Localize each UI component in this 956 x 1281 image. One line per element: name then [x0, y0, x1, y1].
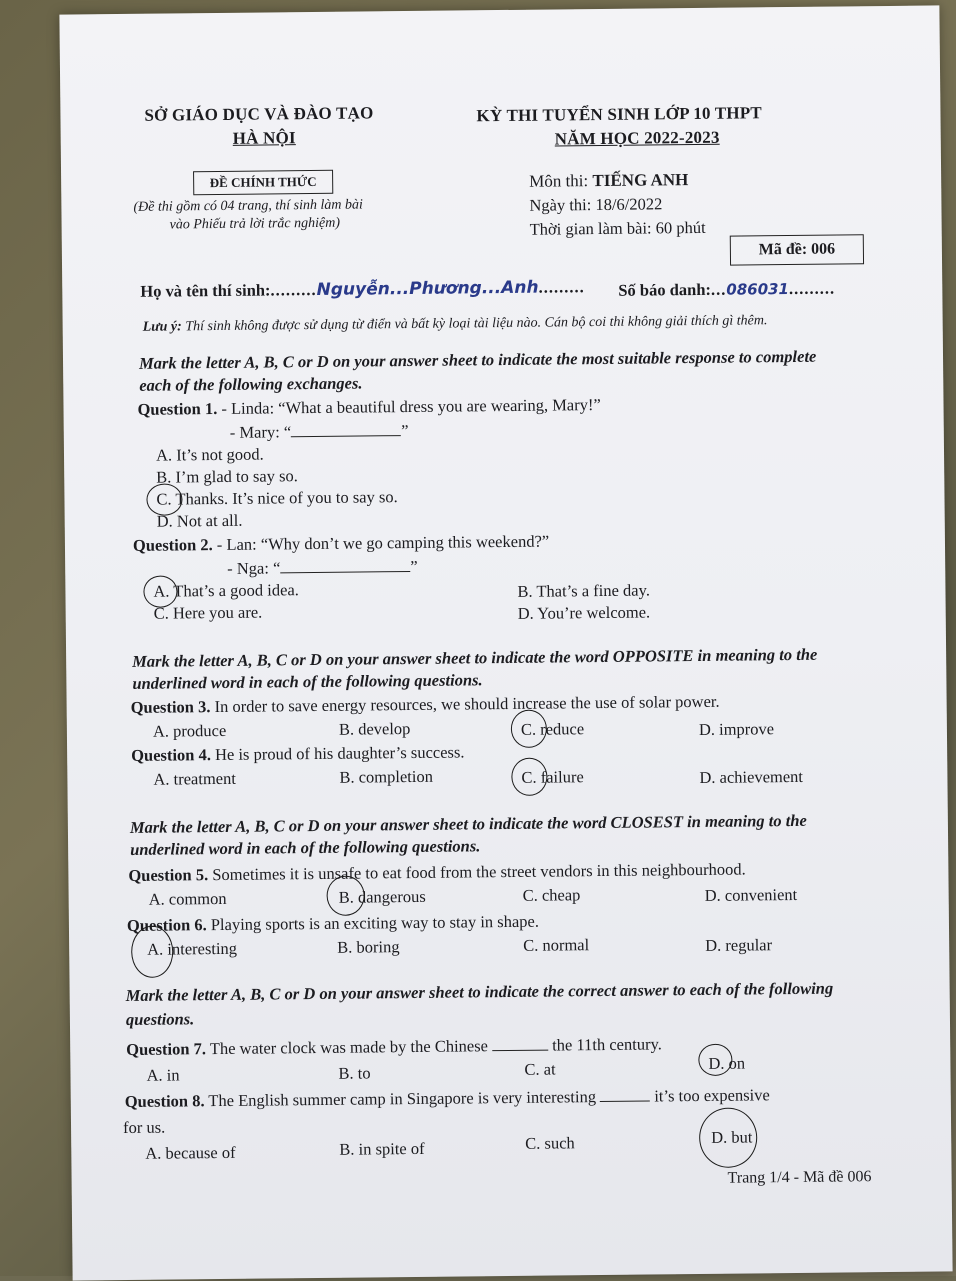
section1-instruction-line2: each of the following exchanges.	[139, 373, 363, 395]
question-8: Question 8. The English summer camp in Singapore is very interesting it’s too expensive	[124, 1085, 770, 1112]
city-name: HÀ NỘI	[232, 128, 296, 148]
student-name-handwritten: Nguyễn...Phương...Anh	[316, 277, 539, 300]
page-footer: Trang 1/4 - Mã đề 006	[727, 1168, 872, 1187]
question-6: Question 6. Playing sports is an exciting way to stay in shape.	[126, 911, 540, 935]
student-id-handwritten: 086031	[726, 280, 790, 299]
question-2: Question 2. - Lan: “Why don’t we go camping this weekend?”	[132, 531, 550, 555]
subject-line: Môn thi: TIẾNG ANH	[529, 170, 689, 191]
question-5-option-d[interactable]: D. convenient	[704, 884, 798, 905]
question-4-option-d[interactable]: D. achievement	[699, 766, 804, 787]
question-6-option-d[interactable]: D. regular	[705, 935, 773, 955]
answer-mark-circle	[143, 575, 177, 607]
section2-instruction-line1: Mark the letter A, B, C or D on your answer sheet to indicate the word OPPOSITE in meaning to the	[132, 644, 818, 671]
section3-instruction-line1: Mark the letter A, B, C or D on your answer sheet to indicate the word CLOSEST in meaning to the	[129, 810, 807, 837]
section4-instruction-line1: Mark the letter A, B, C or D on your answer sheet to indicate the correct answer to each of the following	[125, 978, 834, 1006]
question-1-option-b[interactable]: B. I’m glad to say so.	[156, 466, 298, 487]
question-4-option-a[interactable]: A. treatment	[153, 768, 236, 789]
question-6-option-b[interactable]: B. boring	[337, 937, 400, 957]
official-exam-badge: ĐỀ CHÍNH THỨC	[193, 170, 333, 195]
answer-mark-circle	[511, 710, 547, 748]
question-8-option-a[interactable]: A. because of	[145, 1142, 236, 1163]
question-6-option-c[interactable]: C. normal	[523, 935, 590, 955]
question-5-option-c[interactable]: C. cheap	[522, 885, 581, 905]
page-count-note-line1: (Đề thi gồm có 04 trang, thí sinh làm bài	[133, 197, 363, 215]
question-2-option-d[interactable]: D. You’re welcome.	[517, 602, 651, 623]
question-7-option-b[interactable]: B. to	[338, 1063, 371, 1083]
section3-instruction-line2: underlined word in each of the following questions.	[130, 836, 481, 859]
question-6-option-a[interactable]: A. interesting	[147, 938, 238, 959]
question-1-option-a[interactable]: A. It’s not good.	[155, 444, 264, 465]
student-name-line: Họ và tên thí sinh:.........Nguyễn...Phương...Anh.........	[140, 277, 585, 301]
question-8-option-c[interactable]: C. such	[525, 1133, 575, 1153]
exam-date: Ngày thi: 18/6/2022	[529, 194, 663, 215]
question-1-option-d[interactable]: D. Not at all.	[156, 510, 243, 531]
section4-instruction-line2: questions.	[125, 1009, 195, 1030]
question-7-option-a[interactable]: A. in	[146, 1065, 180, 1085]
question-3-option-a[interactable]: A. produce	[152, 720, 227, 741]
section1-instruction-line1: Mark the letter A, B, C or D on your answer sheet to indicate the most suitable response to complete	[138, 346, 817, 373]
question-2-option-c[interactable]: C. Here you are.	[153, 602, 263, 623]
question-7-option-d[interactable]: D. on	[708, 1053, 746, 1073]
question-1-option-c[interactable]: C. Thanks. It’s nice of you to say so.	[156, 487, 398, 509]
question-8-option-b[interactable]: B. in spite of	[339, 1138, 425, 1159]
answer-mark-circle	[131, 926, 174, 978]
school-year: NĂM HỌC 2022-2023	[554, 127, 720, 149]
question-4: Question 4. He is proud of his daughter’s success.	[131, 742, 465, 765]
department-name: SỞ GIÁO DỤC VÀ ĐÀO TẠO	[144, 103, 374, 125]
question-2-option-a[interactable]: A. That’s a good idea.	[153, 580, 299, 601]
exam-paper	[59, 5, 952, 1280]
question-3: Question 3. In order to save energy resources, we should increase the use of solar power.	[130, 691, 720, 717]
answer-mark-circle	[326, 875, 364, 915]
answer-mark-circle	[698, 1044, 732, 1076]
question-8-option-d[interactable]: D. but	[711, 1127, 753, 1147]
question-7: Question 7. The water clock was made by the Chinese the 11th century.	[126, 1034, 662, 1059]
question-7-option-c[interactable]: C. at	[524, 1059, 556, 1079]
answer-mark-circle	[699, 1107, 758, 1168]
question-8-continuation: for us.	[122, 1117, 166, 1138]
question-4-option-c[interactable]: C. failure	[521, 767, 584, 787]
question-5: Question 5. Sometimes it is unsafe to eat food from the street vendors in this neighbourhood.	[128, 859, 746, 885]
exam-title: KỲ THI TUYỂN SINH LỚP 10 THPT	[476, 103, 762, 126]
question-3-option-d[interactable]: D. improve	[698, 719, 775, 739]
question-2-option-b[interactable]: B. That’s a fine day.	[517, 580, 650, 601]
question-1: Question 1. - Linda: “What a beautiful dress you are wearing, Mary!”	[137, 394, 601, 419]
exam-code-box: Mã đề: 006	[730, 234, 864, 265]
question-5-option-b[interactable]: B. dangerous	[338, 886, 426, 907]
section2-instruction-line2: underlined word in each of the following questions.	[132, 670, 483, 693]
answer-mark-circle	[511, 758, 547, 796]
question-1-reply: - Mary: “ ”	[229, 421, 409, 442]
student-id-line: Số báo danh:...086031.........	[618, 278, 836, 300]
question-2-reply: - Nga: “ ”	[227, 556, 418, 578]
question-4-option-b[interactable]: B. completion	[339, 766, 433, 787]
question-3-option-b[interactable]: B. develop	[338, 719, 411, 739]
question-3-option-c[interactable]: C. reduce	[520, 719, 585, 739]
exam-note: Lưu ý: Thí sinh không được sử dụng từ điển và bất kỳ loại tài liệu nào. Cán bộ coi thi không giải thích gì thêm.	[142, 313, 768, 335]
exam-duration: Thời gian làm bài: 60 phút	[529, 217, 706, 239]
page-count-note-line2: vào Phiếu trả lời trắc nghiệm)	[169, 215, 341, 233]
question-5-option-a[interactable]: A. common	[148, 888, 227, 909]
